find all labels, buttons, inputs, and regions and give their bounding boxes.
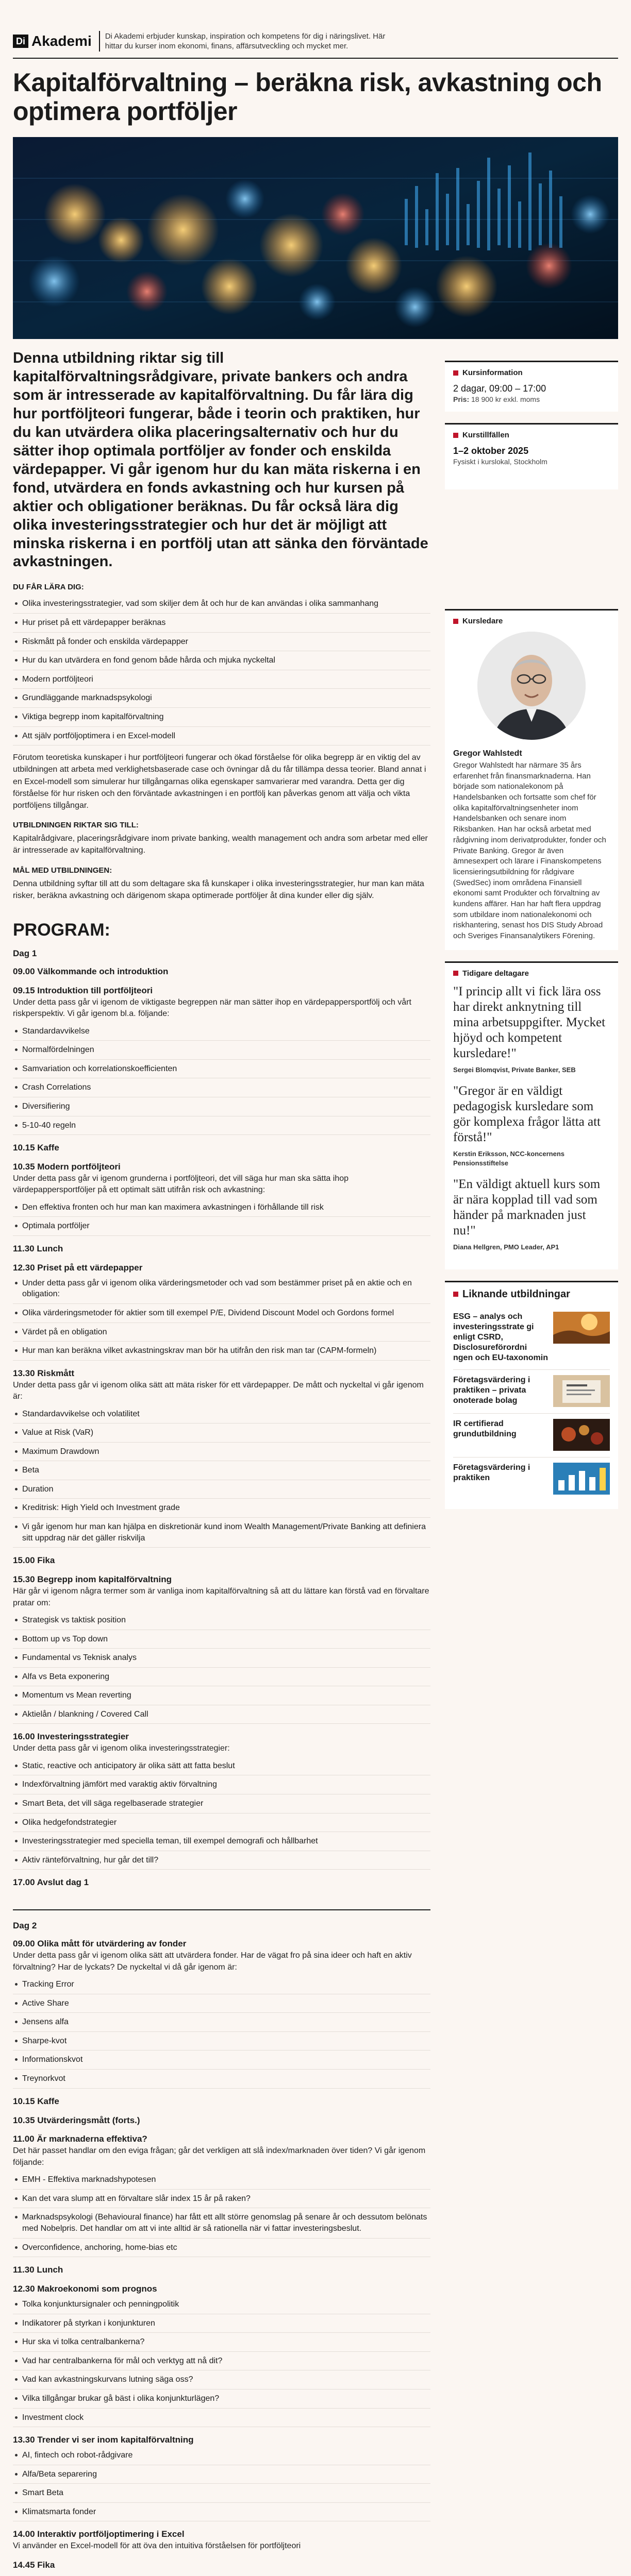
- schedule-slot: [13, 1555, 430, 1567]
- similar-courses-card: [445, 1281, 618, 1509]
- list-item: Värdet på en obligation: [13, 1323, 430, 1342]
- sidebar: [445, 349, 618, 2576]
- speaker-bio: Gregor Wahlstedt har närmare 35 års erfarenhet från finansmarknaderna. Han började som nationalekonom på Handelsbanken och fortsatte som chef för olika kapitalförvaltningsenheter inom Handelsbanken och senare inom Riksbanken. Han har också arbetat med rådgivning inom derivatprodukter, fonder och Private Banking. Gregor är även ämnesexpert och lärare i Finanskompetens licensieringsutbildning för rådgivare (SwedSec) inom områdena Finansiell ekonomi samt Produkter och förvaltning av kundens affärer. Han har haft flera uppdrag som utbildare inom nationalekonomi och riskhantering, senast hos DIS Study Abroad och Sveriges Finansanalytikers Förening.: [453, 761, 606, 940]
- slot-topics: [13, 1975, 430, 2089]
- testimonial-author: Diana Hellgren, PMO Leader, AP1: [453, 1243, 559, 1251]
- slot-title: 09.00 Välkommande och introduktion: [13, 966, 169, 976]
- list-item: Investment clock: [13, 2409, 430, 2428]
- course-title: ESG – analys och investeringsstrate gi enligt CSRD, Disclosureförordni ngen och EU-taxonomin: [453, 1312, 548, 1362]
- list-item: Diversifiering: [13, 1097, 430, 1116]
- schedule-slot: [13, 1161, 430, 1236]
- slot-topics: [13, 1611, 430, 1724]
- list-item: Aktielån / blankning / Covered Call: [13, 1705, 430, 1724]
- list-item: Under detta pass går vi igenom olika värderingsmetoder och vad som bestämmer priset på en aktie och en obligation:: [13, 1274, 430, 1304]
- header-tagline: Di Akademi erbjuder kunskap, inspiration och kompetens för dig i näringslivet. Här hittar du kurser inom ekonomi, finans, affärsutveckling och mycket mer.: [105, 31, 386, 50]
- course-info-card: [445, 361, 618, 412]
- list-item: Standardavvikelse och volatilitet: [13, 1405, 430, 1424]
- schedule-slot: [13, 2529, 430, 2552]
- list-item: Informationskvot: [13, 2050, 430, 2070]
- schedule-slot: [13, 1731, 430, 1870]
- red-square-icon: [453, 370, 458, 376]
- red-square-icon: [453, 1292, 458, 1297]
- testimonials-card: [445, 961, 618, 1269]
- slot-title: 11.30 Lunch: [13, 1243, 63, 1253]
- schedule-slot: [13, 1574, 430, 1724]
- list-item: Optimala portföljer: [13, 1217, 430, 1236]
- schedule-slot: [13, 1243, 430, 1255]
- list-item: Klimatsmarta fonder: [13, 2503, 430, 2522]
- goal-heading: MÅL MED UTBILDNINGEN:: [13, 866, 112, 875]
- program-heading: PROGRAM:: [13, 920, 110, 940]
- slot-title: 11.00 Är marknaderna effektiva?: [13, 2134, 147, 2144]
- header-divider: [99, 31, 100, 52]
- schedule-slot: [13, 2115, 430, 2127]
- list-item: Indikatorer på styrkan i konjunkturen: [13, 2314, 430, 2333]
- list-item: Smart Beta, det vill säga regelbaserade strategier: [13, 1794, 430, 1814]
- slot-topics: [13, 2171, 430, 2257]
- list-item: Hur du kan utvärdera en fond genom både hårda och mjuka nyckeltal: [13, 651, 430, 670]
- occasion-place: Fysiskt i kurslokal, Stockholm: [453, 457, 547, 466]
- similar-course-link[interactable]: [453, 1307, 610, 1370]
- slot-title: 10.15 Kaffe: [13, 1143, 59, 1153]
- testimonial-author: Kerstin Eriksson, NCC-koncernens Pensionsstiftelse: [453, 1150, 565, 1167]
- schedule-slot: [13, 1142, 430, 1154]
- slot-title: 16.00 Investeringsstrategier: [13, 1732, 129, 1742]
- schedule-slot: [13, 2434, 430, 2521]
- slot-title: 10.35 Utvärderingsmått (forts.): [13, 2115, 140, 2125]
- slot-title: 15.30 Begrepp inom kapitalförvaltning: [13, 1574, 172, 1585]
- card-heading: Liknande utbildningar: [462, 1288, 570, 1300]
- list-item: Tracking Error: [13, 1975, 430, 1994]
- red-square-icon: [453, 971, 458, 976]
- course-thumbnail: [553, 1375, 610, 1407]
- slot-description: Under detta pass går vi igenom olika investeringsstrategier:: [13, 1744, 230, 1753]
- slot-topics: [13, 1022, 430, 1136]
- list-item: Vad kan avkastningskurvans lutning säga oss?: [13, 2370, 430, 2389]
- red-square-icon: [453, 619, 458, 624]
- course-thumbnail: [553, 1419, 610, 1451]
- course-occasions-card: [445, 423, 618, 489]
- list-item: Aktiv räntеförvaltning, hur går det till?: [13, 1851, 430, 1870]
- list-item: Alfa/Beta separering: [13, 2465, 430, 2484]
- slot-topics: [13, 2295, 430, 2427]
- similar-course-link[interactable]: [453, 1458, 610, 1501]
- list-item: Static, reactive och anticipatory är olika sätt att fatta beslut: [13, 1757, 430, 1776]
- list-item: EMH - Effektiva marknadshypotesen: [13, 2171, 430, 2190]
- slot-title: 15.00 Fika: [13, 1555, 55, 1566]
- card-heading: Tidigare deltagare: [462, 969, 529, 978]
- list-item: Maximum Drawdown: [13, 1443, 430, 1462]
- schedule-slot: [13, 966, 430, 978]
- card-heading: Kurstillfällen: [462, 431, 509, 439]
- slot-title: 17.00 Avslut dag 1: [13, 1877, 89, 1888]
- hero-image: [13, 137, 618, 339]
- target-text: Kapitalrådgivare, placeringsrådgivare inom private banking, wealth management och andra som arbetar med eller är intresserade av kapitalförvaltning.: [13, 834, 428, 855]
- course-title: Företagsvärdering i praktiken – privata onoterade bolag: [453, 1375, 530, 1405]
- red-square-icon: [453, 433, 458, 438]
- list-item: Hur man kan beräkna vilket avkastningskrav man bör ha utifrån den risk man tar (CAPM-formeln): [13, 1342, 430, 1361]
- list-item: Duration: [13, 1480, 430, 1499]
- list-item: Bottom up vs Top down: [13, 1630, 430, 1649]
- testimonial-quote: "Gregor är en väldigt pedagogisk kursledare som gör komplexa frågor lätta att förstå!": [453, 1084, 601, 1145]
- list-item: Value at Risk (VaR): [13, 1423, 430, 1443]
- list-item: Alfa vs Beta exponering: [13, 1668, 430, 1687]
- schedule-slot: [13, 2264, 430, 2276]
- course-description: [13, 349, 430, 2576]
- list-item: Modern portföljteori: [13, 670, 430, 689]
- occasion-date[interactable]: 1–2 oktober 2025: [453, 446, 529, 456]
- slot-description: Vi använder en Excel-modell för att öva den intuitiva förståelsen för portföljteori: [13, 2541, 301, 2551]
- list-item: Investeringsstrategier med speciella teman, till exempel demografi och hållbarhet: [13, 1832, 430, 1851]
- slot-title: 14.00 Interaktiv portföljoptimering i Excel: [13, 2529, 185, 2539]
- schedule-slot: [13, 2283, 430, 2427]
- testimonial-quote: "I princip allt vi fick lära oss har direkt anknytning till mina arbetsuppgifter. Mycket hjöyd och kompetent kursledare!": [453, 984, 606, 1060]
- slot-topics: [13, 2446, 430, 2521]
- target-heading: UTBILDNINGEN RIKTAR SIG TILL:: [13, 821, 139, 830]
- slot-topics: [13, 1405, 430, 1548]
- logo-text: Akademi: [31, 33, 92, 49]
- learn-list: [13, 595, 430, 745]
- list-item: Treynorkvot: [13, 2070, 430, 2089]
- day-1-heading: Dag 1: [13, 948, 37, 958]
- learn-note: Förutom teoretiska kunskaper i hur portföljteori fungerar och ökad förståelse för olika begrepp är en viktig del av utbildningen att arbeta med verklighetsbaserade case och övningar då du får tillämpa dessa teorier. Bland annat i en Excel-modell som simulerar hur tillgångarnas olika egenskaper samvarierar med varandra. Detta ger dig förståelse för hur risken och den förväntade avkastningen i en portfölj kan påverkas genom att välja och vikta portföljens tillgångar.: [13, 753, 426, 810]
- price-label: Pris:: [453, 395, 470, 403]
- list-item: 5-10-40 regeln: [13, 1116, 430, 1136]
- schedule-slot: [13, 2096, 430, 2108]
- course-lead: Denna utbildning riktar sig till kapitalförvaltningsrådgivare, private bankers och andra som är intresserade av kapitalförvaltning. Du får lära dig hur portföljteori fungerar, både i teorin och praktiken, hur du kan utvärdera olika placeringsalternativ och hur du sätter ihop optimala portföljer av fonder och enskilda värdepapper. Vi går igenom hur du kan mäta riskerna i en fond, utvärdera en fonds avkastning och hur kursen på aktier och obligationer beräknas. Du får också lära dig olika investeringsstrategier och hur det är möjligt att minska riskerna i en portfölj utan att sänka den förväntade avkastningen.: [13, 350, 428, 570]
- list-item: Marknadspsykologi (Behavioural finance) har fått ett allt större genomslag på senare år och dessutom belönats med Nobelpris. Det handlar om att vi inte alltid är så rationella när vi fattar investeringsbeslut.: [13, 2208, 430, 2238]
- slot-title: 09.00 Olika mått för utvärdering av fonder: [13, 1939, 187, 1949]
- day-1-schedule: [13, 966, 430, 1889]
- list-item: Riskmått på fonder och enskilda värdepapper: [13, 633, 430, 652]
- course-leader-card: [445, 609, 618, 950]
- logo-di-mark: Di: [13, 35, 28, 48]
- similar-course-link[interactable]: [453, 1370, 610, 1414]
- slot-description: Här går vi igenom några termer som är vanliga inom kapitalförvaltning så att du lättare kan förstå vad en förvaltare pratar om:: [13, 1587, 429, 1607]
- slot-title: 13.30 Trender vi ser inom kapitalförvaltning: [13, 2435, 194, 2445]
- list-item: Jensens alfa: [13, 2013, 430, 2032]
- list-item: Hur ska vi tolka centralbankerna?: [13, 2333, 430, 2352]
- price-value: 18 900 kr exkl. moms: [471, 395, 540, 403]
- list-item: Strategisk vs taktisk position: [13, 1611, 430, 1630]
- list-item: Vi går igenom hur man kan hjälpa en diskretionär kund inom Wealth Management/Private Banking att definiera sitt uppdrag när det gäller riskvilja: [13, 1518, 430, 1548]
- list-item: Smart Beta: [13, 2484, 430, 2503]
- slot-title: 12.30 Priset på ett värdepapper: [13, 1262, 143, 1273]
- similar-course-link[interactable]: [453, 1414, 610, 1458]
- list-item: Normalfördelningen: [13, 1041, 430, 1060]
- list-item: Vilka tillgångar brukar gå bäst i olika konjunkturlägen?: [13, 2389, 430, 2409]
- list-item: Viktiga begrepp inom kapitalförvaltning: [13, 708, 430, 727]
- list-item: Active Share: [13, 1994, 430, 2013]
- card-heading: Kursinformation: [462, 368, 523, 377]
- day-2-heading: Dag 2: [13, 1921, 37, 1931]
- list-item: Grundläggande marknadspsykologi: [13, 689, 430, 708]
- speaker-name: Gregor Wahlstedt: [453, 749, 522, 758]
- list-item: Vad har centralbankerna för mål och verktyg att nå dit?: [13, 2352, 430, 2371]
- slot-title: 13.30 Riskmått: [13, 1368, 75, 1378]
- list-item: Olika investeringsstrategier, vad som skiljer dem åt och hur de kan användas i olika sammanhang: [13, 595, 430, 614]
- testimonial-quote: "En väldigt aktuell kurs som är nära kopplad till vad som händer på marknaden just nu!": [453, 1177, 601, 1238]
- di-akademi-logo[interactable]: [13, 33, 92, 49]
- slot-description: Det här passet handlar om den eviga frågan; går det verkligen att slå index/marknaden över tiden? Vi går igenom följande:: [13, 2146, 426, 2167]
- slot-title: 14.45 Fika: [13, 2560, 55, 2570]
- schedule-slot: [13, 2560, 430, 2571]
- course-duration: 2 dagar, 09:00 – 17:00: [453, 383, 546, 394]
- header-rule: [13, 58, 618, 59]
- slot-topics: [13, 1274, 430, 1361]
- list-item: Den effektiva fronten och hur man kan maximera avkastningen i förhållande till risk: [13, 1198, 430, 1217]
- list-item: Crash Correlations: [13, 1078, 430, 1097]
- site-header: [13, 0, 618, 58]
- course-thumbnail: [553, 1463, 610, 1495]
- list-item: Olika hedgefondstrategier: [13, 1814, 430, 1833]
- slot-description: Under detta pass går vi igenom de viktigaste begreppen när man sätter ihop en värdepappersportfölj och vårt riskperspektiv. Vi går igenom bl.a. följande:: [13, 997, 411, 1019]
- schedule-slot: [13, 1262, 430, 1361]
- slot-title: 11.30 Lunch: [13, 2265, 63, 2275]
- list-item: Beta: [13, 1461, 430, 1480]
- schedule-slot: [13, 2133, 430, 2257]
- list-item: Fundamental vs Teknisk analys: [13, 1649, 430, 1668]
- slot-title: 12.30 Makroekonomi som prognos: [13, 2284, 157, 2294]
- schedule-slot: [13, 985, 430, 1135]
- slot-title: 09.15 Introduktion till portföljteori: [13, 985, 153, 995]
- slot-title: 10.15 Kaffe: [13, 2096, 59, 2106]
- slot-description: Under detta pass går vi igenom olika sätt att utvärdera fonder. Har de vägat fro på sina ideer och haft en aktiv förvaltning? Har de lyckats? De nyckeltal vi då går igenom är:: [13, 1951, 412, 1972]
- list-item: Overconfidence, anchoring, home-bias etc: [13, 2239, 430, 2258]
- list-item: Kan det vara slump att en förvaltare slår index 15 år på raken?: [13, 2190, 430, 2209]
- list-item: Att själv portföljoptimera i en Excel-modell: [13, 727, 430, 746]
- list-item: Sharpe-kvot: [13, 2032, 430, 2051]
- list-item: Standardavvikelse: [13, 1022, 430, 1041]
- list-item: Kreditrisk: High Yield och Investment grade: [13, 1499, 430, 1518]
- slot-description: Under detta pass går vi igenom grunderna i portföljteori, det vill säga hur man ska sätta ihop värdepappersportföljer på ett optimalt sätt utifrån risk och avkastning:: [13, 1174, 349, 1195]
- list-item: AI, fintech och robot-rådgivare: [13, 2446, 430, 2465]
- learn-heading: DU FÅR LÄRA DIG:: [13, 583, 84, 592]
- schedule-slot: [13, 1368, 430, 1548]
- list-item: Momentum vs Mean reverting: [13, 1686, 430, 1705]
- card-heading: Kursledare: [462, 617, 503, 625]
- schedule-slot: [13, 1938, 430, 2088]
- day-2-schedule: [13, 1938, 430, 2576]
- slot-topics: [13, 1757, 430, 1870]
- list-item: Olika värderingsmetoder för aktier som till exempel P/E, Dividend Discount Model och Gordons formel: [13, 1304, 430, 1323]
- day-separator: [13, 1909, 430, 1910]
- slot-title: 10.35 Modern portföljteori: [13, 1162, 121, 1172]
- list-item: Hur priset på ett värdepapper beräknas: [13, 614, 430, 633]
- page-title: Kapitalförvaltning – beräkna risk, avkastning och optimera portföljer: [13, 68, 602, 126]
- list-item: Samvariation och korrelationskoefficienten: [13, 1060, 430, 1079]
- slot-description: Under detta pass går vi igenom olika sätt att mäta risker för ett värdepapper. De mått och nyckeltal vi går igenom är:: [13, 1380, 424, 1401]
- list-item: Tolka konjunktursignaler och penningpolitik: [13, 2295, 430, 2314]
- goal-text: Denna utbildning syftar till att du som deltagare ska få kunskaper i olika investeringsstrategier, hur man kan mäta risker, beräkna avkastning och därigenom skapa optimerade portföljer åt dina kunder eller dig själv.: [13, 879, 424, 900]
- course-title: Företagsvärdering i praktiken: [453, 1463, 530, 1482]
- course-thumbnail: [553, 1312, 610, 1344]
- avatar: [477, 632, 586, 740]
- schedule-slot: [13, 1877, 430, 1889]
- list-item: Indexförvaltning jämfört med varaktig aktiv förvaltning: [13, 1775, 430, 1794]
- course-title: IR certifierad grundutbildning: [453, 1419, 517, 1438]
- slot-topics: [13, 1198, 430, 1236]
- testimonial-author: Sergei Blomqvist, Private Banker, SEB: [453, 1065, 576, 1074]
